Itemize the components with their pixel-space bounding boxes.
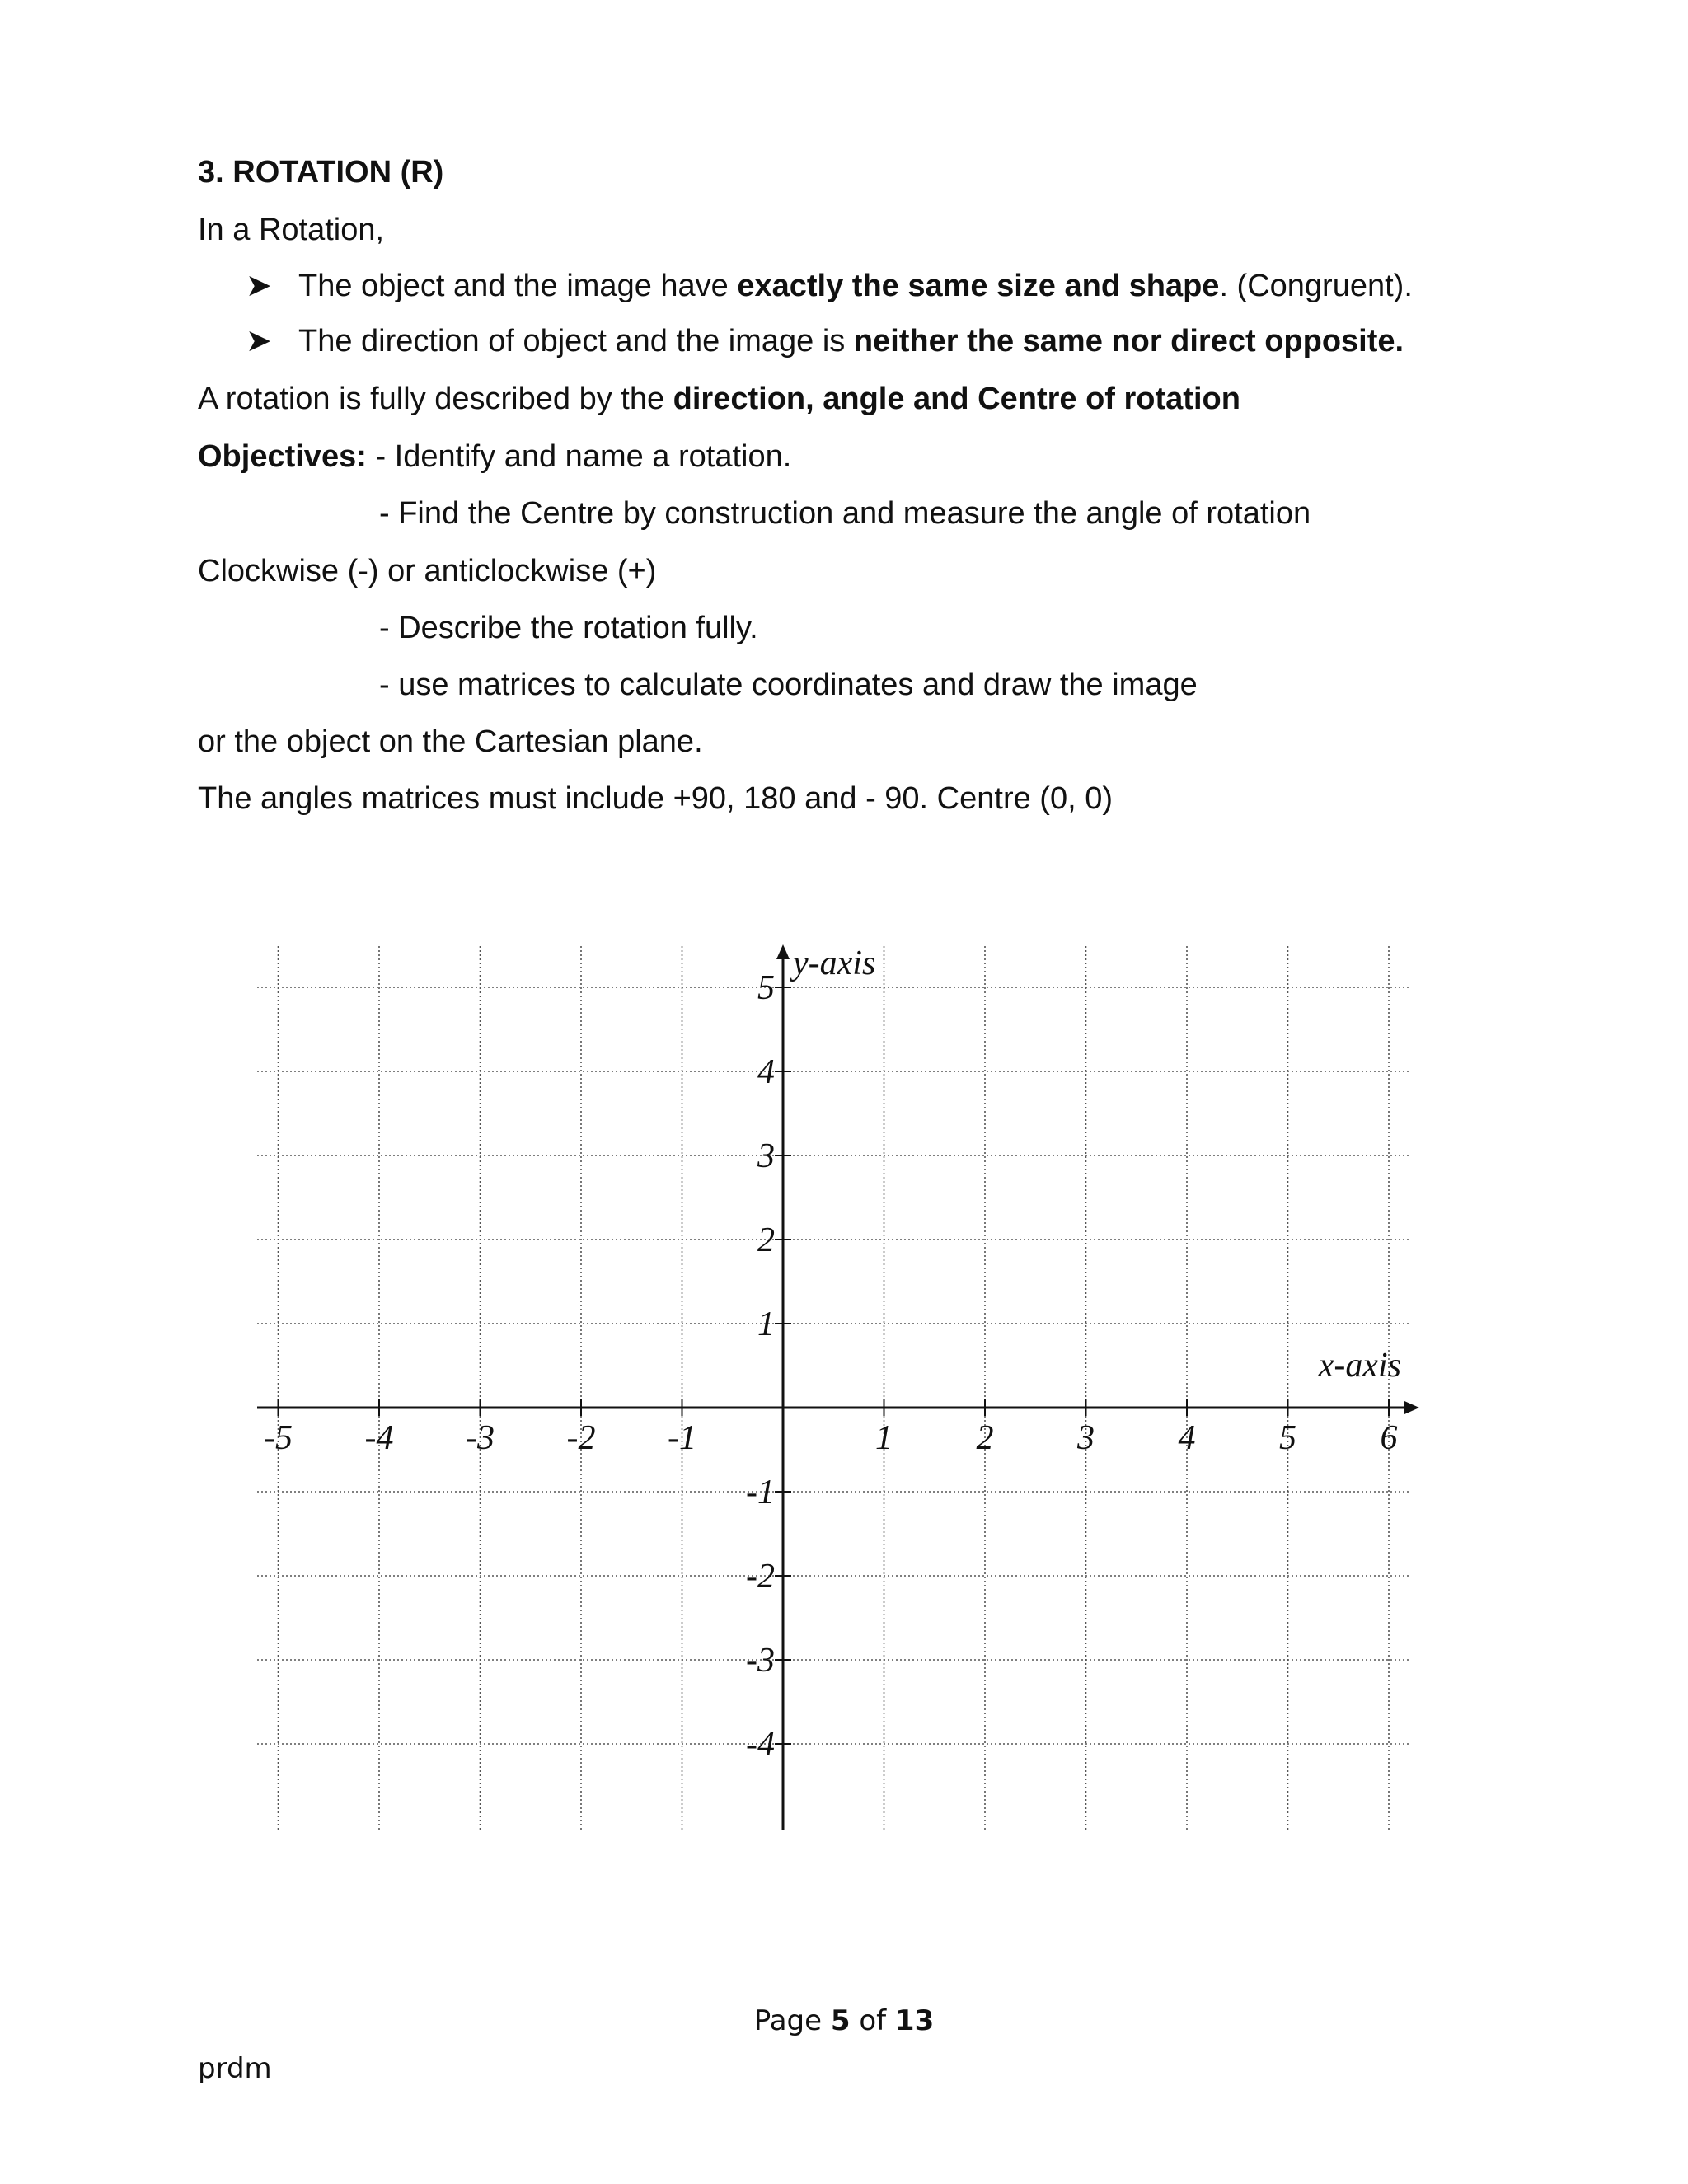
- objective-item: - Find the Centre by construction and measure the angle of rotation: [379, 496, 1311, 531]
- y-tick-label: 5: [757, 969, 775, 1007]
- y-tick-label: 1: [757, 1305, 775, 1343]
- y-axis-title: y-axis: [793, 944, 876, 982]
- footer-author: prdm: [198, 2052, 272, 2085]
- x-tick-label: 3: [1077, 1419, 1095, 1457]
- x-axis-title: x-axis: [1318, 1347, 1401, 1385]
- objective-continuation: or the object on the Cartesian plane.: [198, 724, 703, 759]
- y-tick-label: -2: [746, 1558, 775, 1596]
- y-tick-label: 4: [757, 1053, 775, 1091]
- description-text: A rotation is fully described by the direction, angle and Centre of rotation: [198, 382, 1240, 416]
- y-tick-label: -1: [746, 1474, 775, 1511]
- section-title: 3. ROTATION (R): [198, 155, 444, 190]
- y-tick-label: 2: [757, 1221, 775, 1259]
- x-tick-label: -1: [668, 1419, 696, 1457]
- arrow-bullet-icon: ➤: [246, 269, 272, 303]
- bullet-item: ➤ The direction of object and the image is neither the same nor direct opposite.: [246, 324, 1404, 359]
- y-tick-label: 3: [757, 1137, 775, 1175]
- x-tick-label: -2: [566, 1419, 596, 1457]
- angles-note: The angles matrices must include +90, 180 and - 90. Centre (0, 0): [198, 781, 1113, 816]
- objective-continuation: Clockwise (-) or anticlockwise (+): [198, 554, 657, 588]
- x-tick-label: 6: [1380, 1419, 1398, 1457]
- y-tick-label: -4: [746, 1726, 775, 1764]
- bullet-item: ➤ The object and the image have exactly the same size and shape. (Congruent).: [246, 269, 1413, 303]
- intro-text: In a Rotation,: [198, 213, 385, 247]
- x-tick-label: 2: [976, 1419, 994, 1457]
- y-tick-label: -3: [746, 1642, 775, 1680]
- objective-item: - use matrices to calculate coordinates and draw the image: [379, 668, 1198, 702]
- x-tick-label: 1: [875, 1419, 893, 1457]
- page-number: Page 5 of 13: [753, 2004, 935, 2037]
- x-tick-label: -4: [364, 1419, 394, 1457]
- objectives-label: Objectives:: [198, 439, 367, 474]
- x-tick-label: 5: [1279, 1419, 1296, 1457]
- arrow-bullet-icon: ➤: [246, 324, 272, 359]
- x-tick-label: -3: [466, 1419, 495, 1457]
- objective-item: - Describe the rotation fully.: [379, 611, 758, 645]
- y-axis-arrow-icon: [776, 944, 790, 959]
- x-axis-arrow-icon: [1404, 1401, 1419, 1414]
- x-tick-label: -5: [264, 1419, 293, 1457]
- objectives-line: Objectives: - Identify and name a rotation.: [198, 439, 792, 474]
- x-tick-label: 4: [1178, 1419, 1196, 1457]
